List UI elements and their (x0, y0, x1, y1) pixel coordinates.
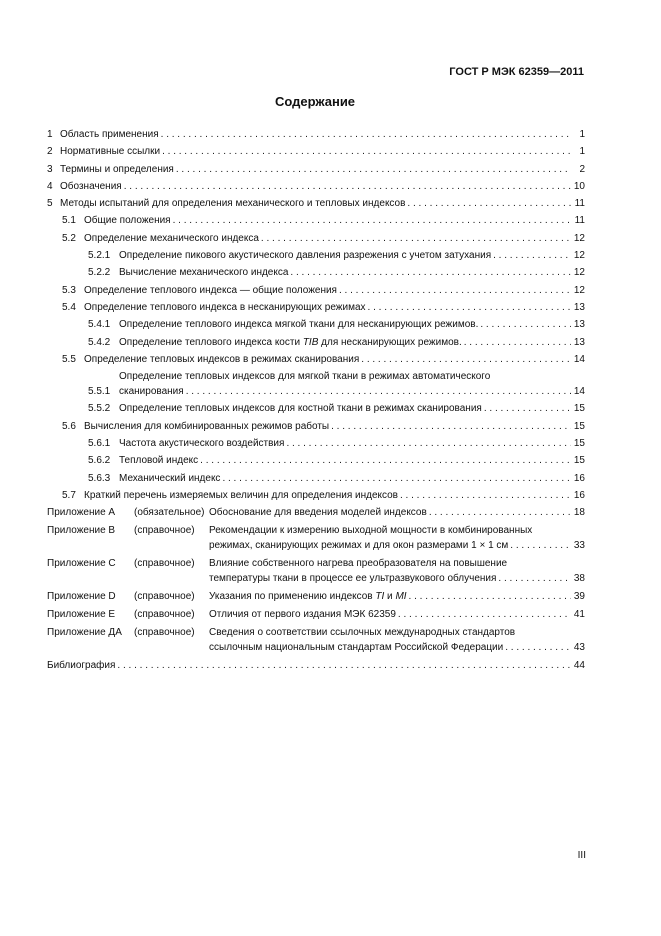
toc-entry-body (60, 179, 585, 194)
appendix-title-line2 (209, 571, 585, 586)
appendix-page: 33 (573, 540, 585, 552)
appendix-page: 39 (573, 591, 585, 603)
toc-entry[interactable] (47, 335, 585, 350)
toc-entry-number: 5.5.2 (88, 403, 111, 415)
leader-dots (161, 127, 571, 142)
toc-entry-body (119, 248, 585, 263)
appendix-kind: (справочное) (134, 525, 195, 537)
toc-entry-number: 5.1 (62, 215, 76, 227)
toc-entry-page: 16 (573, 472, 585, 484)
toc-entry-page: 13 (573, 319, 585, 331)
appendix-page: 41 (573, 609, 585, 621)
appendix-entry[interactable] (47, 556, 585, 586)
toc-entry[interactable] (47, 196, 585, 211)
toc-entry-title: Тепловой индекс (119, 455, 199, 467)
toc-entry[interactable] (47, 179, 585, 194)
appendix-entry[interactable] (47, 523, 585, 553)
appendix-title-line1: Рекомендации к измерению выходной мощности в комбинированных (209, 525, 533, 537)
bibliography-title: Библиография (47, 660, 116, 672)
leader-dots (222, 471, 571, 486)
toc-entry[interactable] (47, 471, 585, 486)
toc-entry-page: 15 (573, 420, 585, 432)
appendix-prefix (47, 523, 209, 538)
appendix-multiline (209, 625, 585, 655)
leader-dots (400, 488, 571, 503)
leader-dots (368, 300, 571, 315)
toc-entry-title: Методы испытаний для определения механического и тепловых индексов (60, 198, 406, 210)
toc-entry[interactable] (47, 162, 585, 177)
toc-entry-multiline (119, 369, 585, 399)
toc-entry-number: 1 (47, 129, 53, 140)
toc-entry[interactable] (47, 488, 585, 503)
toc-entry-number: 5.2 (62, 232, 76, 244)
toc-entry-page: 12 (573, 267, 585, 279)
leader-dots (429, 505, 571, 520)
toc-entry-page: 12 (573, 232, 585, 244)
toc-entry-page: 11 (574, 198, 585, 210)
bibliography-body (47, 658, 585, 673)
page-title: Содержание (274, 94, 356, 109)
page-number: III (577, 850, 586, 861)
toc-entry-title: Определение теплового индекса мягкой ткани для несканирующих режимов. (119, 319, 479, 331)
leader-dots (124, 179, 571, 194)
toc-entry-page: 2 (579, 163, 585, 175)
appendix-prefix (47, 556, 209, 571)
toc-entry-body (119, 369, 585, 399)
toc-entry-page: 16 (573, 489, 585, 501)
bibliography-page: 44 (573, 660, 585, 672)
toc-entry-number: 5.6.1 (88, 438, 111, 450)
toc-entry[interactable] (47, 213, 585, 228)
toc-entry[interactable] (47, 436, 585, 451)
toc-entry[interactable] (47, 231, 585, 246)
toc-entry-number: 4 (47, 180, 53, 192)
toc-entry-title: Вычисления для комбинированных режимов работы (84, 420, 330, 432)
toc-entry-body (119, 453, 585, 468)
toc-entry[interactable] (47, 352, 585, 367)
toc-entry-body (84, 488, 585, 503)
leader-dots (261, 231, 571, 246)
toc-entry[interactable] (47, 369, 585, 399)
leader-dots (484, 401, 571, 416)
toc-entry-title: Определение пикового акустического давления разрежения с учетом затухания (119, 250, 492, 262)
toc-entry-body (119, 401, 585, 416)
toc-entry[interactable] (47, 127, 585, 142)
toc-entry-title: Общие положения (84, 215, 171, 227)
leader-dots (398, 607, 571, 622)
toc-entry-page: 15 (573, 403, 585, 415)
appendix-kind: (справочное) (134, 591, 195, 603)
appendix-prefix (47, 607, 209, 622)
leader-dots (339, 283, 571, 298)
appendix-page: 38 (573, 573, 585, 585)
leader-dots (505, 640, 571, 655)
toc-entry-body (119, 265, 585, 280)
toc-entry-title: Определение теплового индекса кости TIB для несканирующих режимов. (119, 336, 462, 348)
toc-entry-body (60, 196, 585, 211)
toc-entry-title: Определение механического индекса (84, 232, 259, 244)
toc-entry-number: 5.2.2 (88, 267, 111, 279)
leader-dots (186, 384, 571, 399)
leader-dots (331, 419, 571, 434)
toc-entry-page: 1 (579, 129, 585, 140)
appendix-page: 43 (573, 642, 585, 654)
toc-entry-page: 12 (573, 284, 585, 296)
toc-entry[interactable] (47, 265, 585, 280)
toc-entry[interactable] (47, 317, 585, 332)
toc-entry-title: Обозначения (60, 180, 122, 192)
appendix-name: Приложение С (47, 558, 116, 570)
appendix-prefix (47, 625, 209, 640)
toc-entry-title: Область применения (60, 129, 159, 140)
bibliography-entry[interactable] (47, 658, 585, 673)
toc-entry-number: 5.5 (62, 353, 76, 365)
toc-entry-title: Краткий перечень измеряемых величин для определения индексов (84, 489, 398, 501)
leader-dots (407, 196, 571, 211)
toc-entry-page: 13 (573, 336, 585, 348)
appendix-body (209, 625, 585, 655)
leader-dots (510, 538, 571, 553)
appendix-multiline (209, 523, 585, 553)
toc-entry-title: сканирования (119, 386, 184, 398)
toc-entry-body (119, 436, 585, 451)
appendix-title: Указания по применению индексов TI и MI (209, 591, 407, 603)
appendix-body (209, 607, 585, 622)
toc-entry-number: 5.4.2 (88, 336, 111, 348)
appendix-title: режимах, сканирующих режимах и для окон размерами 1 × 1 см (209, 540, 509, 552)
toc-entry-page: 12 (573, 250, 585, 262)
toc-entry-number: 5.5.1 (88, 386, 111, 398)
appendix-name: Приложение ДА (47, 627, 122, 639)
leader-dots (498, 571, 571, 586)
appendix-name: Приложение Е (47, 609, 116, 621)
toc-entry-body (84, 419, 585, 434)
document-header: ГОСТ Р МЭК 62359—2011 (449, 66, 584, 78)
toc-entry-title: Вычисление механического индекса (119, 267, 289, 279)
toc-entry-title: Определение теплового индекса в несканирующих режимах (84, 301, 366, 313)
toc-entry-body (60, 162, 585, 177)
appendix-body (209, 523, 585, 553)
appendix-name: Приложение В (47, 525, 116, 537)
appendix-body (209, 589, 585, 604)
appendix-entry[interactable] (47, 607, 585, 622)
toc-entry[interactable] (47, 144, 585, 159)
appendix-prefix (47, 589, 209, 604)
toc-entry-number: 5 (47, 198, 53, 210)
toc-entry-body (60, 144, 585, 159)
toc-entry-title-line1: Определение тепловых индексов для мягкой ткани в режимах автоматического (119, 371, 491, 383)
appendix-title: Обоснование для введения моделей индексов (209, 507, 427, 519)
toc-entry-page: 11 (574, 215, 585, 227)
toc-entry-page: 1 (579, 146, 585, 158)
leader-dots (286, 436, 571, 451)
toc-entry-body (84, 283, 585, 298)
appendix-title: температуры ткани в процессе ее ультразвукового облучения (209, 573, 497, 585)
appendix-title: Отличия от первого издания МЭК 62359 (209, 609, 396, 621)
appendix-title-line2 (209, 640, 585, 655)
table-of-contents (47, 127, 585, 676)
toc-entry-body (84, 300, 585, 315)
toc-entry-page: 14 (573, 353, 585, 365)
toc-entry-number: 5.3 (62, 284, 76, 296)
leader-dots (200, 453, 571, 468)
appendix-title: ссылочным национальным стандартам Российской Федерации (209, 642, 504, 654)
toc-entry-number: 5.6.2 (88, 455, 111, 467)
appendix-entry[interactable] (47, 625, 585, 655)
toc-entry[interactable] (47, 283, 585, 298)
appendix-body (209, 556, 585, 586)
appendix-kind: (обязательное) (134, 507, 205, 519)
leader-dots (176, 162, 571, 177)
toc-entry-page: 15 (573, 438, 585, 450)
toc-entry[interactable] (47, 419, 585, 434)
leader-dots (173, 213, 571, 228)
toc-entry-number: 5.4 (62, 301, 76, 313)
toc-entry-page: 14 (573, 386, 585, 398)
appendix-title-line1: Влияние собственного нагрева преобразователя на повышение (209, 558, 508, 570)
toc-entry-page: 13 (573, 301, 585, 313)
appendix-body (209, 505, 585, 520)
toc-entry-title: Определение тепловых индексов для костной ткани в режимах сканирования (119, 403, 482, 415)
appendix-name: Приложение А (47, 507, 116, 519)
toc-entry-body (60, 127, 585, 142)
toc-entry-body (119, 335, 585, 350)
appendix-title-line1: Сведения о соответствии ссылочных международных стандартов (209, 627, 516, 639)
toc-entry-title: Механический индекс (119, 472, 221, 484)
toc-entry-number: 5.6.3 (88, 472, 111, 484)
appendix-name: Приложение D (47, 591, 116, 603)
toc-entry[interactable] (47, 401, 585, 416)
toc-entry-title-line2 (119, 384, 585, 399)
toc-entry-number: 3 (47, 163, 53, 175)
toc-entry-page: 15 (573, 455, 585, 467)
toc-entry[interactable] (47, 248, 585, 263)
leader-dots (162, 144, 571, 159)
toc-entry-number: 5.6 (62, 420, 76, 432)
leader-dots (464, 335, 571, 350)
appendix-kind: (справочное) (134, 609, 195, 621)
leader-dots (117, 658, 571, 673)
toc-entry-number: 5.4.1 (88, 319, 111, 331)
toc-entry-title: Термины и определения (60, 163, 174, 175)
appendix-entry[interactable] (47, 589, 585, 604)
leader-dots (409, 589, 571, 604)
toc-entry-body (84, 213, 585, 228)
toc-entry-title: Определение теплового индекса — общие положения (84, 284, 337, 296)
toc-entry-body (84, 231, 585, 246)
toc-entry-title: Нормативные ссылки (60, 146, 161, 158)
leader-dots (480, 317, 571, 332)
toc-entry[interactable] (47, 453, 585, 468)
appendix-multiline (209, 556, 585, 586)
toc-entry-body (119, 317, 585, 332)
appendix-kind: (справочное) (134, 558, 195, 570)
toc-entry-body (84, 352, 585, 367)
appendix-page: 18 (573, 507, 585, 519)
appendix-prefix (47, 505, 209, 520)
toc-entry-number: 2 (47, 146, 53, 158)
toc-entry-number: 5.7 (62, 489, 76, 501)
leader-dots (361, 352, 571, 367)
appendix-title-line2 (209, 538, 585, 553)
toc-entry-title: Определение тепловых индексов в режимах сканирования (84, 353, 360, 365)
leader-dots (493, 248, 571, 263)
toc-entry-title: Частота акустического воздействия (119, 438, 285, 450)
toc-entry-page: 10 (573, 180, 585, 192)
toc-entry-body (119, 471, 585, 486)
appendix-kind: (справочное) (134, 627, 195, 639)
toc-entry-number: 5.2.1 (88, 250, 111, 262)
toc-entry[interactable] (47, 300, 585, 315)
appendix-entry[interactable] (47, 505, 585, 520)
leader-dots (290, 265, 571, 280)
